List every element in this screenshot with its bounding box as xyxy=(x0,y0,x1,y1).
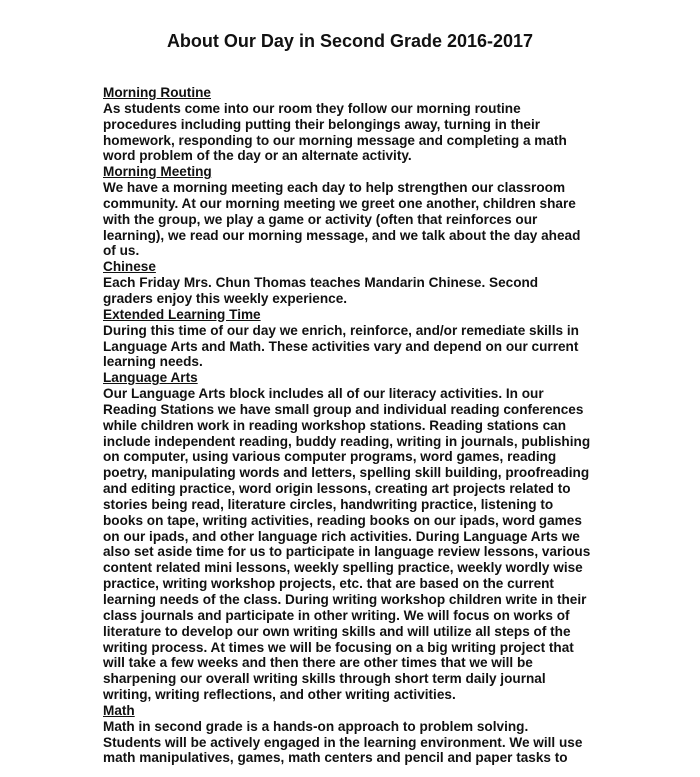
paragraph-line: practice, writing workshop projects, etc. that are based on the current xyxy=(103,576,554,592)
paragraph-line: books on tape, writing activities, reading books on our ipads, word games xyxy=(103,512,582,528)
paragraph-line: We have a morning meeting each day to help strengthen our classroom xyxy=(103,180,566,196)
paragraph-line: community. At our morning meeting we greet one another, children share xyxy=(103,195,576,211)
paragraph-line: writing, writing reflections, and other writing activities. xyxy=(103,687,456,703)
section-morning-routine xyxy=(103,85,603,164)
paragraph-line: stories being read, literature circles, handwriting practice, listening to xyxy=(103,496,554,512)
paragraph-line: while children work in reading workshop stations. Reading stations can xyxy=(103,417,567,433)
paragraph-line: literature to develop our own writing skills and will utilize all steps of the xyxy=(103,623,571,639)
section-morning-meeting xyxy=(103,164,603,259)
paragraph-line: Students will be actively engaged in the learning environment. We will use xyxy=(103,734,583,750)
section-heading: Chinese xyxy=(103,259,156,275)
section-heading: Morning Routine xyxy=(103,85,211,100)
section-heading: Math xyxy=(103,702,135,718)
section-math xyxy=(103,703,603,766)
paragraph-line: writing process. At times we will be focusing on a big writing project that xyxy=(103,639,574,655)
paragraph-line: sharpening our overall writing skills through short term daily journal xyxy=(103,671,546,687)
paragraph-line: with the group, we play a game or activity (often that reinforces our xyxy=(103,211,538,227)
section-heading: Language Arts xyxy=(103,370,198,386)
paragraph-line: on computer, using various computer programs, word games, reading xyxy=(103,449,557,465)
paragraph-line: Language Arts and Math. These activities vary and depend on our current xyxy=(103,338,579,354)
paragraph-line: poetry, manipulating words and letters, spelling skill building, proofreading xyxy=(103,465,590,481)
paragraph-line: on our ipads, and other language rich activities. During Language Arts we xyxy=(103,528,580,544)
paragraph-line: of us. xyxy=(103,243,140,259)
document-body xyxy=(103,85,603,766)
paragraph-line: math manipulatives, games, math centers and pencil and paper tasks to xyxy=(103,750,568,766)
paragraph-line: and editing practice, word origin lessons, creating art projects related to xyxy=(103,481,571,497)
paragraph-line: learning), we read our morning message, and we talk about the day ahead xyxy=(103,227,581,243)
section-heading: Morning Meeting xyxy=(103,164,212,180)
paragraph-line: graders enjoy this weekly experience. xyxy=(103,290,348,306)
paragraph-line: learning needs. xyxy=(103,354,203,370)
paragraph-line: Math in second grade is a hands-on approach to problem solving. xyxy=(103,718,529,734)
paragraph-line: learning needs of the class. During writing workshop children write in their xyxy=(103,592,587,607)
paragraph-line: Reading Stations we have small group and individual reading conferences xyxy=(103,401,584,417)
section-language-arts xyxy=(103,370,603,703)
section-extended-learning-time xyxy=(103,307,603,370)
paragraph-line: homework, responding to our morning message and completing a math xyxy=(103,132,567,148)
page-title: About Our Day in Second Grade 2016-2017 xyxy=(166,31,534,51)
paragraph-line: Each Friday Mrs. Chun Thomas teaches Mandarin Chinese. Second xyxy=(103,275,539,291)
section-chinese xyxy=(103,259,603,307)
paragraph-line: class journals and participate in other writing. We will focus on works of xyxy=(103,607,570,623)
paragraph-line: word problem of the day or an alternate activity. xyxy=(103,148,412,164)
paragraph-line: As students come into our room they follow our morning routine xyxy=(103,100,521,116)
paragraph-line: will take a few weeks and then there are other times that we will be xyxy=(103,655,533,671)
paragraph-line: procedures including putting their belongings away, turning in their xyxy=(103,116,541,132)
paragraph-line: include independent reading, buddy reading, writing in journals, publishing xyxy=(103,433,591,449)
paragraph-line: Our Language Arts block includes all of our literacy activities. In our xyxy=(103,386,544,402)
paragraph-line: During this time of our day we enrich, reinforce, and/or remediate skills in xyxy=(103,322,579,338)
section-heading: Extended Learning Time xyxy=(103,306,261,322)
paragraph-line: content related mini lessons, weekly spelling practice, weekly wordly wise xyxy=(103,560,583,576)
paragraph-line: also set aside time for us to participate in language review lessons, various xyxy=(103,544,591,560)
